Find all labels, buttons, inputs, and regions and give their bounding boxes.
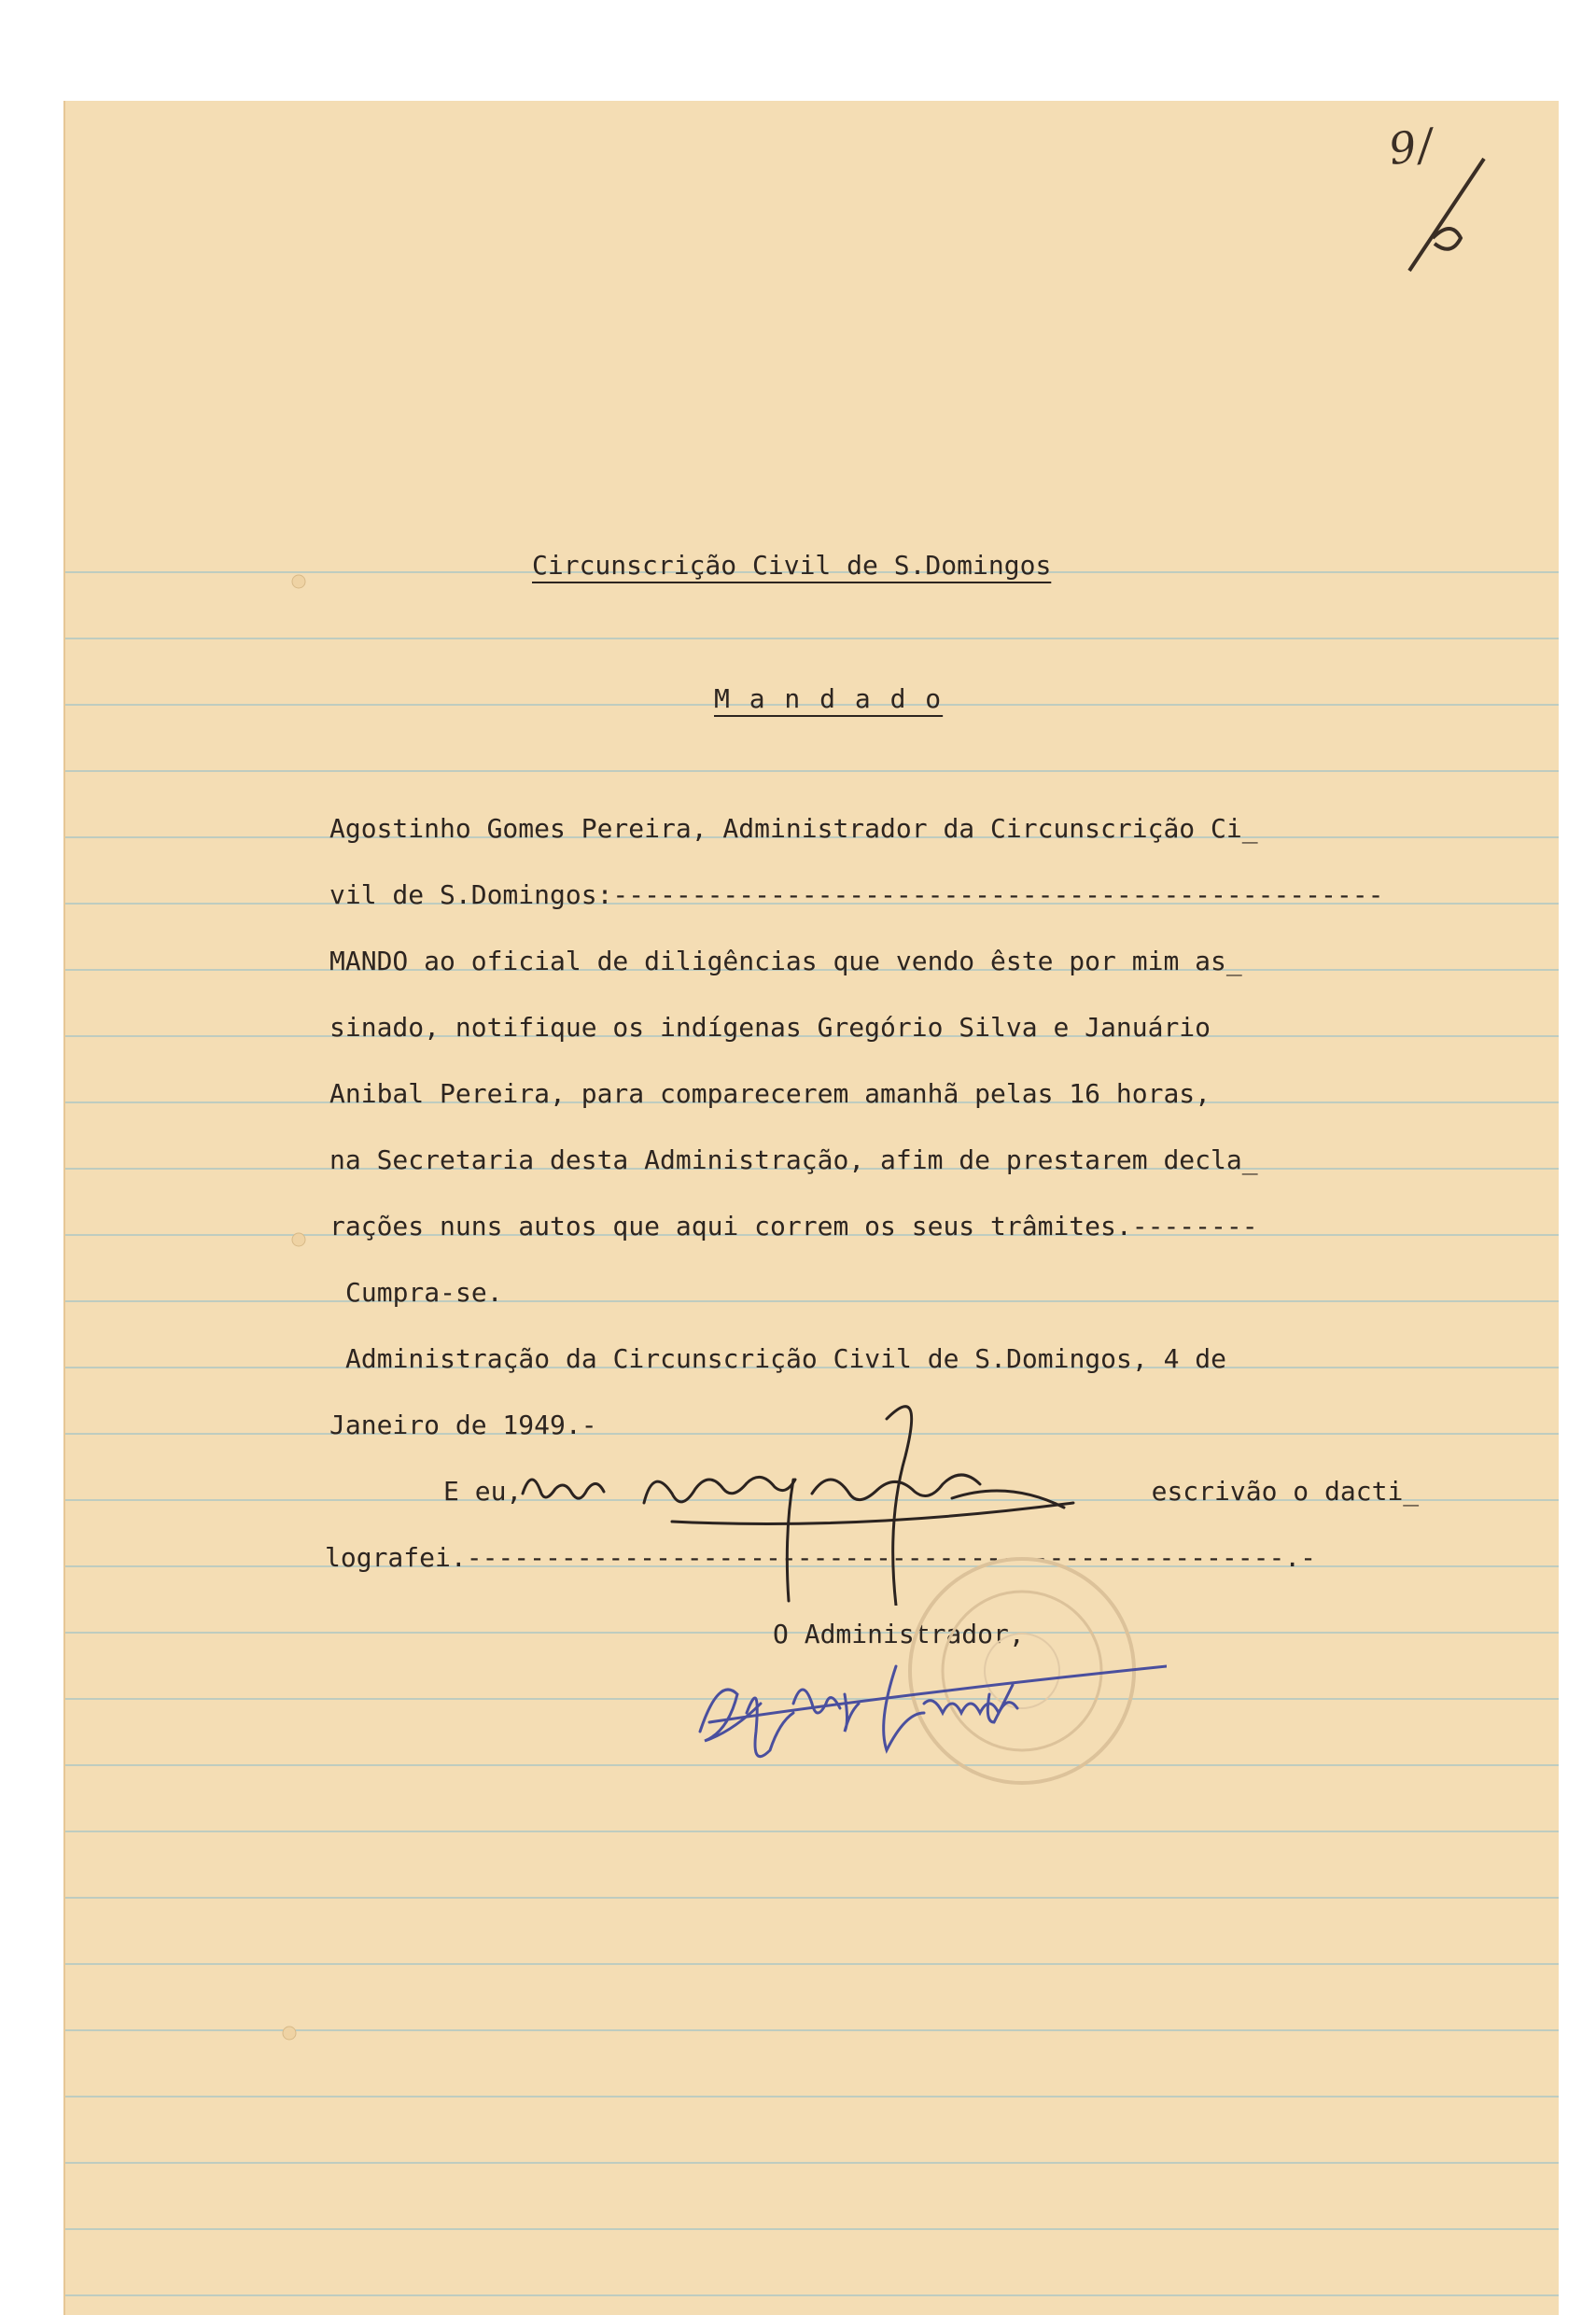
body-line-3: MANDO ao oficial de diligências que vendo êste por mim as_ <box>329 946 1242 976</box>
body-line-8: Cumpra-se. <box>345 1277 503 1308</box>
body-line-4: sinado, notifique os indígenas Gregório Silva e Januário <box>329 1012 1211 1043</box>
ruled-lines <box>65 101 1559 2315</box>
folio-slash-mark <box>1372 140 1512 289</box>
folio-number: 9/ <box>1385 118 1438 175</box>
body-line-6: na Secretaria desta Administração, afim de prestarem decla_ <box>329 1144 1258 1175</box>
paper-sheet <box>65 101 1559 2315</box>
document-title: M a n d a d o <box>714 683 944 714</box>
body-line-9: Administração da Circunscrição Civil de S.Domingos, 4 de <box>345 1343 1227 1374</box>
body-line-2: vil de S.Domingos:------------------------------------------------- <box>329 879 1384 910</box>
body-line-7: rações nuns autos que aqui correm os seus trâmites.-------- <box>329 1211 1258 1242</box>
administrator-signature <box>681 1638 1167 1778</box>
administrator-label: O Administrador, <box>773 1619 1025 1649</box>
body-line-12: lografei.----------------------------------------------------.- <box>325 1542 1317 1573</box>
document-header: Circunscrição Civil de S.Domingos <box>532 550 1052 581</box>
body-line-10: Janeiro de 1949.- <box>329 1410 597 1440</box>
body-line-1: Agostinho Gomes Pereira, Administrador da Circunscrição Ci_ <box>329 813 1258 844</box>
body-line-11: E eu, escrivão o dacti_ <box>443 1476 1420 1507</box>
body-line-5: Anibal Pereira, para comparecerem amanhã pelas 16 horas, <box>329 1078 1211 1109</box>
